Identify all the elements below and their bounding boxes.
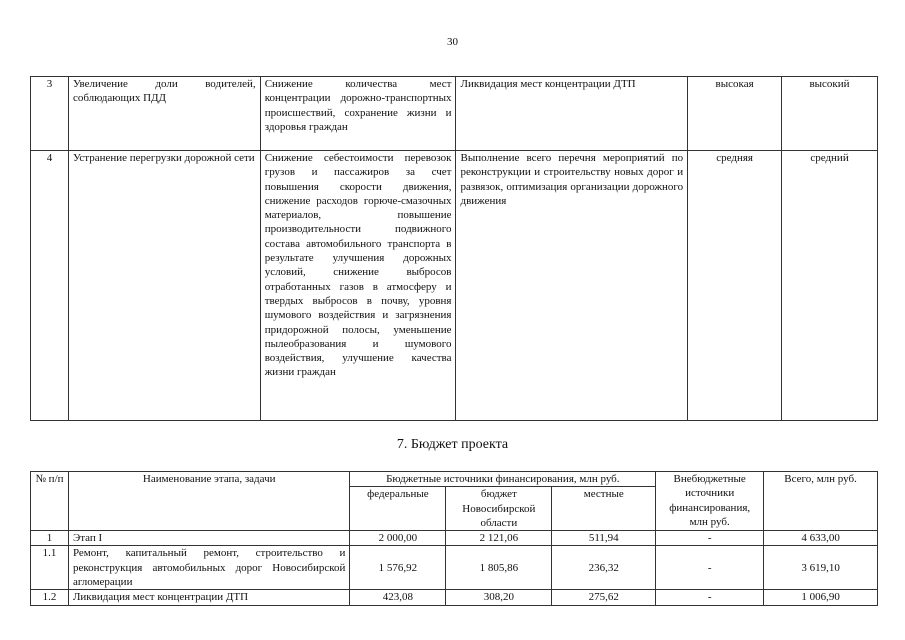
regional-cell: 1 805,86 <box>446 546 552 590</box>
effect-cell: Снижение количества мест концентрации дорожно-транспортных происшествий, сохранение жизни и здоровья граждан <box>260 77 456 151</box>
table-row <box>31 151 878 421</box>
local-cell: 275,62 <box>552 590 656 605</box>
budget-table <box>30 471 878 606</box>
regional-cell: 308,20 <box>446 590 552 605</box>
table-row <box>31 531 878 546</box>
row-number: 4 <box>31 151 69 421</box>
header-local: местные <box>552 487 656 531</box>
goal-cell: Увеличение доли водителей, соблюдающих ПДД <box>68 77 260 151</box>
measures-cell: Ликвидация мест концентрации ДТП <box>456 77 688 151</box>
stage-cell: Ремонт, капитальный ремонт, строительство и реконструкция автомобильных дорог Новосибирской агломерации <box>68 546 350 590</box>
federal-cell: 2 000,00 <box>350 531 446 546</box>
table-row <box>31 590 878 605</box>
stage-cell: Этап I <box>68 531 350 546</box>
header-num: № п/п <box>31 472 69 531</box>
extra-cell: - <box>656 531 764 546</box>
extra-cell: - <box>656 590 764 605</box>
goals-table <box>30 76 878 421</box>
row-number: 1.1 <box>31 546 69 590</box>
level-cell: высокая <box>688 77 782 151</box>
local-cell: 236,32 <box>552 546 656 590</box>
level-cell: высокий <box>782 77 878 151</box>
total-cell: 4 633,00 <box>764 531 878 546</box>
row-number: 1 <box>31 531 69 546</box>
level-cell: средний <box>782 151 878 421</box>
extra-cell: - <box>656 546 764 590</box>
level-cell: средняя <box>688 151 782 421</box>
measures-cell: Выполнение всего перечня мероприятий по реконструкции и строительству новых дорог и развязок, оптимизация организации дорожного движения <box>456 151 688 421</box>
table-row <box>31 77 878 151</box>
row-number: 1.2 <box>31 590 69 605</box>
federal-cell: 1 576,92 <box>350 546 446 590</box>
header-row <box>31 472 878 487</box>
total-cell: 3 619,10 <box>764 546 878 590</box>
page-number: 30 <box>447 36 458 48</box>
header-stage: Наименование этапа, задачи <box>68 472 350 531</box>
stage-cell: Ликвидация мест концентрации ДТП <box>68 590 350 605</box>
table-row <box>31 546 878 590</box>
header-extra: Внебюджетные источники финансирования, млн руб. <box>656 472 764 531</box>
section-title: 7. Бюджет проекта <box>396 437 509 452</box>
regional-cell: 2 121,06 <box>446 531 552 546</box>
federal-cell: 423,08 <box>350 590 446 605</box>
total-cell: 1 006,90 <box>764 590 878 605</box>
goal-cell: Устранение перегрузки дорожной сети <box>68 151 260 421</box>
header-total: Всего, млн руб. <box>764 472 878 531</box>
header-federal: федеральные <box>350 487 446 531</box>
local-cell: 511,94 <box>552 531 656 546</box>
header-budget-sources: Бюджетные источники финансирования, млн руб. <box>350 472 656 487</box>
effect-cell: Снижение себестоимости перевозок грузов и пассажиров за счет повышения скорости движения, снижение расходов горюче-смазочных материалов, повышение производительности подвижного состава автомобильного транспорта в результате улучшения дорожных условий, снижение выбросов отработанных газов в атмосферу и твердых выбросов в почву, уровня шумового воздействия и загрязнения придорожной полосы, уменьшение пылеобразования и шумового воздействия, улучшение качества жизни граждан <box>260 151 456 421</box>
header-regional: бюджет Новосибирской области <box>446 487 552 531</box>
row-number: 3 <box>31 77 69 151</box>
